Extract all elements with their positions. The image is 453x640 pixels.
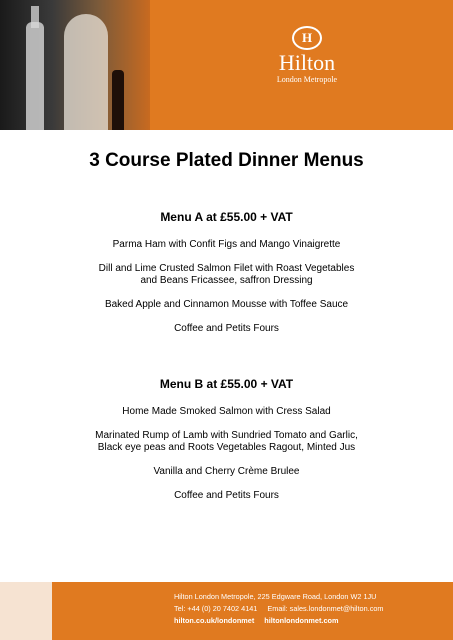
bottle-shape bbox=[26, 22, 44, 130]
footer bbox=[0, 582, 453, 640]
menu-b-course-4: Coffee and Petits Fours bbox=[174, 490, 279, 501]
brand-name: Hilton bbox=[278, 50, 336, 75]
hilton-logo-mark: H bbox=[292, 26, 322, 50]
menu-b bbox=[0, 377, 453, 514]
menu-b-heading: Menu B at £55.00 + VAT bbox=[159, 377, 294, 391]
menu-a-course-4: Coffee and Petits Fours bbox=[174, 323, 279, 334]
footer-email: Email: sales.londonmet@hilton.com bbox=[267, 604, 384, 613]
footer-web bbox=[174, 615, 383, 627]
page-title: 3 Course Plated Dinner Menus bbox=[89, 150, 364, 171]
menu-b-course-1: Home Made Smoked Salmon with Cress Salad bbox=[122, 406, 331, 417]
footer-web-link-2[interactable]: hiltonlondonmet.com bbox=[264, 616, 339, 625]
menu-a-heading: Menu A at £55.00 + VAT bbox=[160, 210, 293, 224]
header-banner bbox=[0, 0, 453, 130]
hilton-logo bbox=[262, 26, 352, 84]
footer-web-link-1[interactable]: hilton.co.uk/londonmet bbox=[174, 616, 255, 625]
footer-light-block bbox=[0, 582, 52, 640]
menu-b-course-3: Vanilla and Cherry Crème Brulee bbox=[153, 466, 300, 477]
menu-b-course-2: Marinated Rump of Lamb with Sundried Tomato and Garlic, Black eye peas and Roots Vegetables Ragout, Minted Jus bbox=[95, 430, 358, 453]
footer-contact bbox=[174, 591, 383, 627]
menu-a-course-1: Parma Ham with Confit Figs and Mango Vinaigrette bbox=[112, 239, 341, 250]
property-name: London Metropole bbox=[276, 75, 338, 84]
footer-address: Hilton London Metropole, 225 Edgware Road, London W2 1JU bbox=[174, 592, 377, 601]
footer-phone-email bbox=[174, 603, 383, 615]
menu-a-course-2: Dill and Lime Crusted Salmon Filet with Roast Vegetables and Beans Fricassee, saffron Dressing bbox=[98, 263, 355, 286]
footer-phone: Tel: +44 (0) 20 7402 4141 bbox=[174, 604, 258, 613]
menu-a bbox=[0, 210, 453, 347]
wine-bottle-shape bbox=[112, 70, 124, 130]
chef-silhouette bbox=[64, 14, 108, 130]
header-photo bbox=[0, 0, 150, 130]
menu-a-course-3: Baked Apple and Cinnamon Mousse with Toffee Sauce bbox=[104, 299, 349, 310]
